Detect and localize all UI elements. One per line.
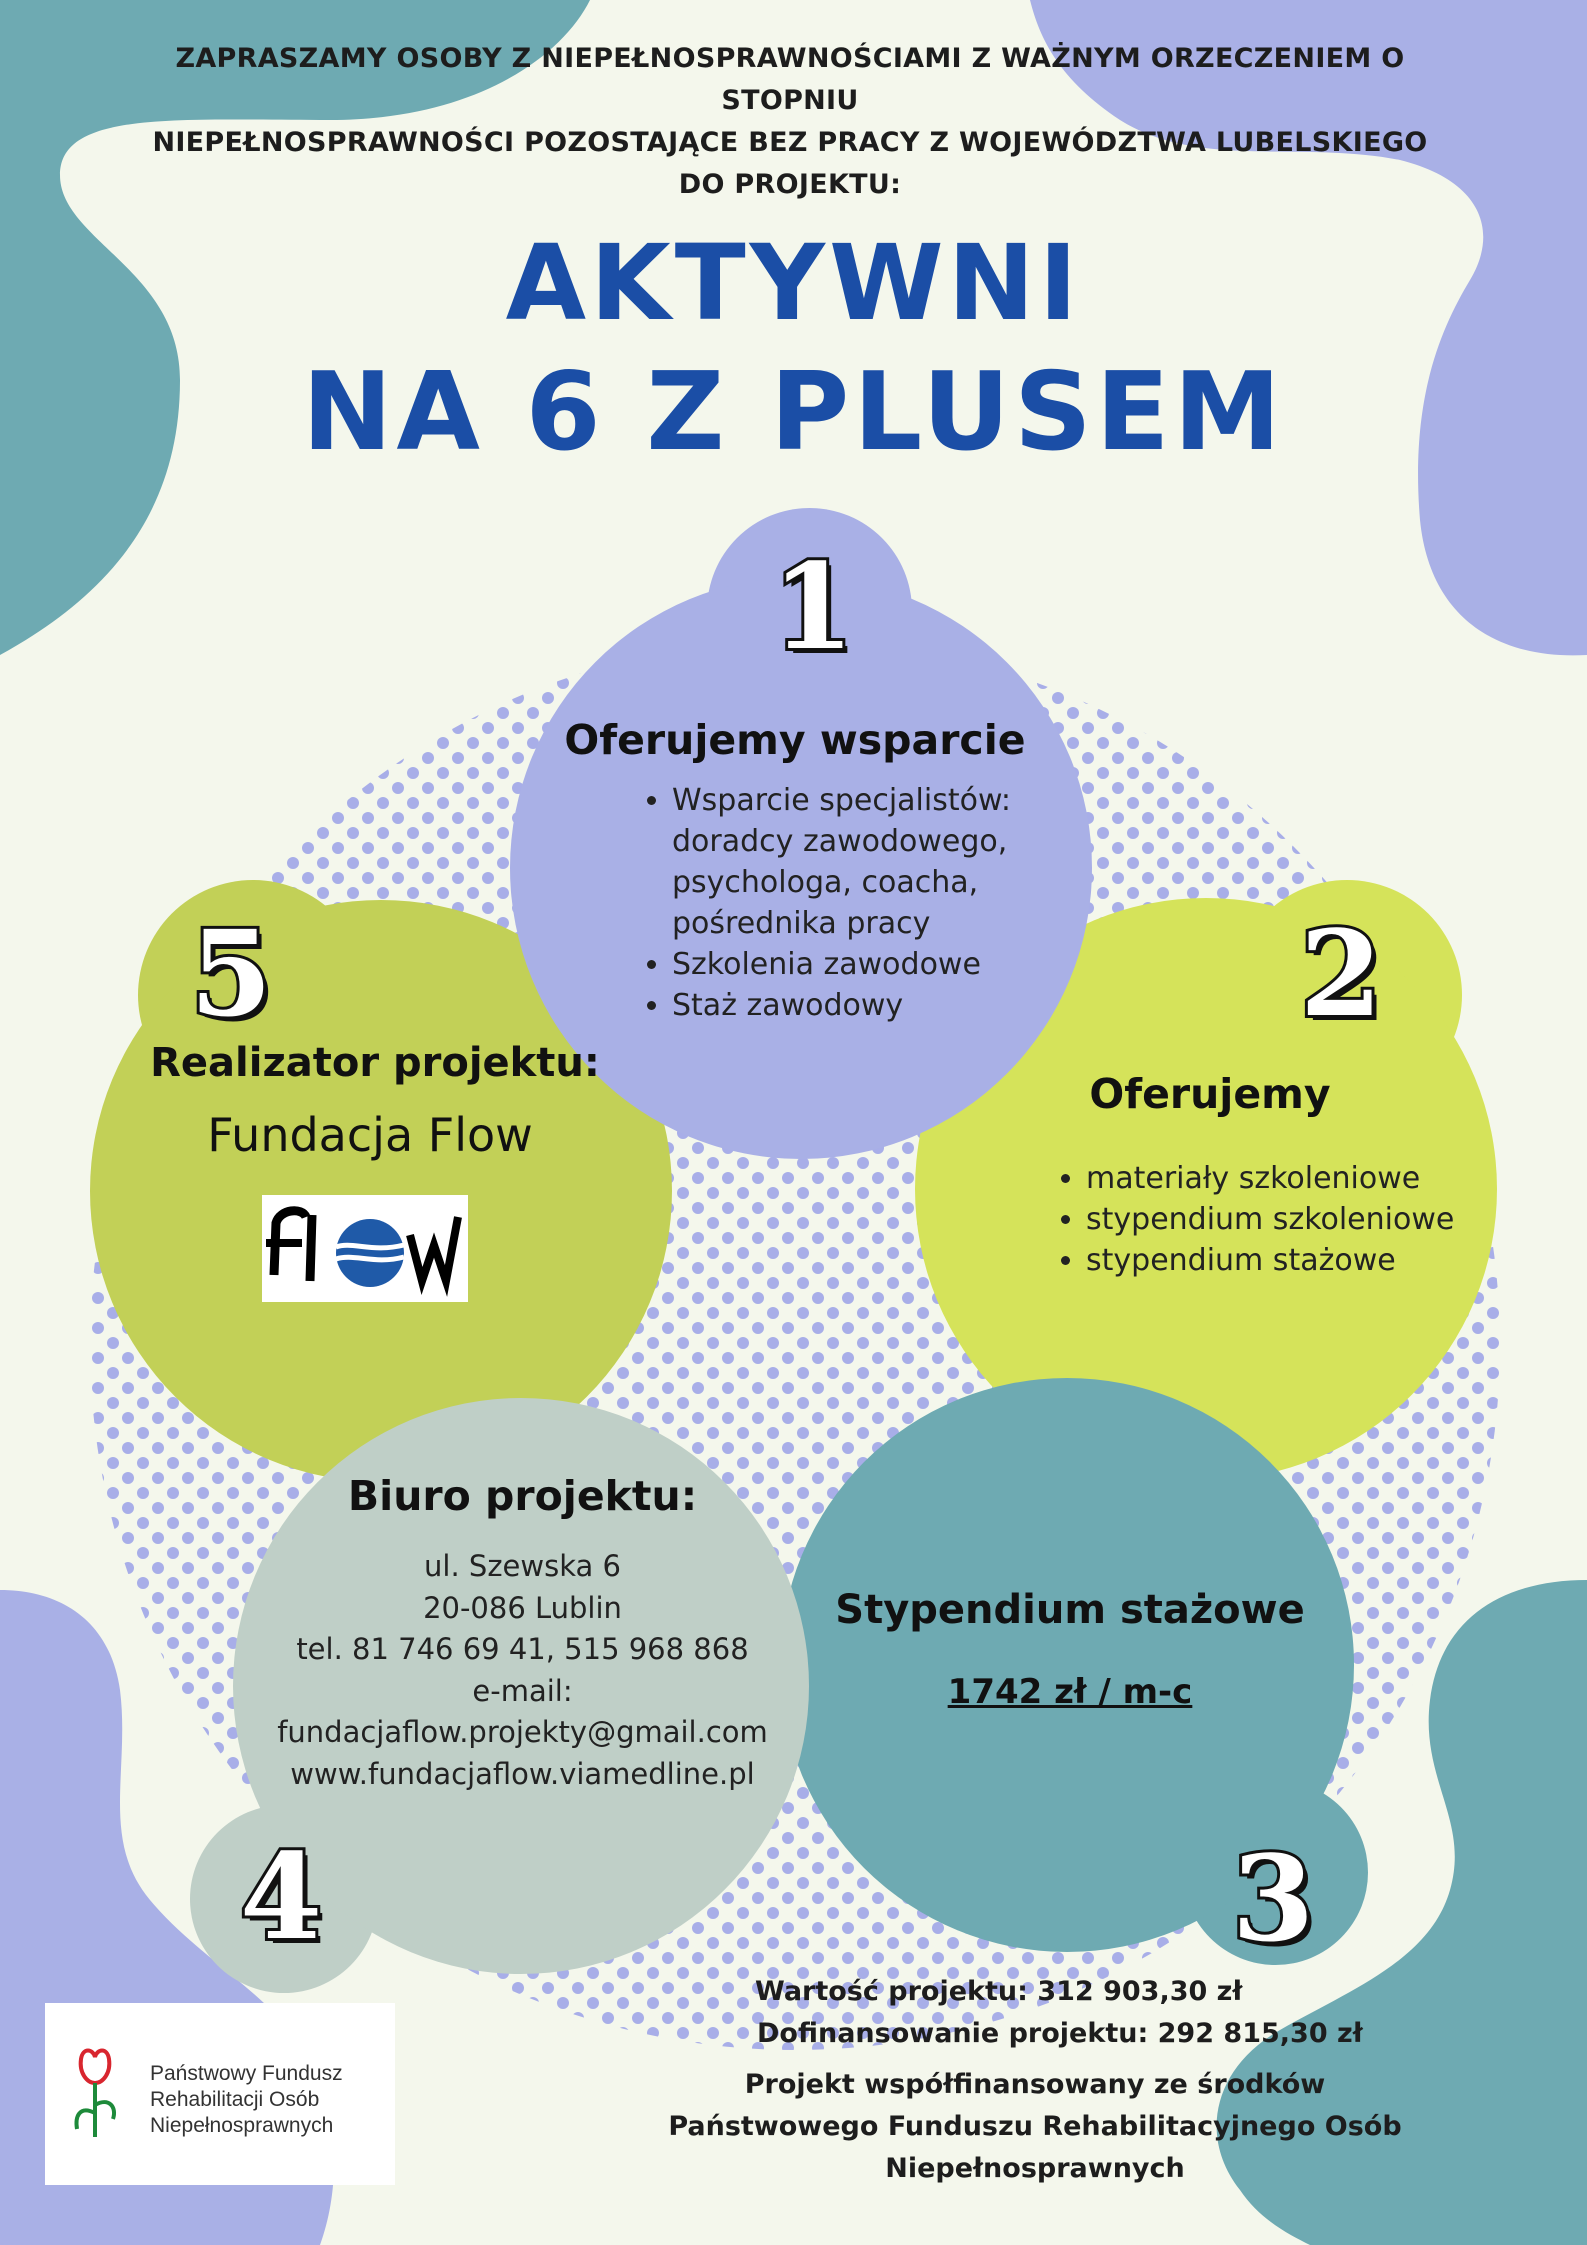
number-4: 4 xyxy=(240,1827,323,1966)
office-address-street: ul. Szewska 6 xyxy=(424,1549,621,1583)
number-3: 3 xyxy=(1232,1829,1315,1968)
circle-1-item: • Staż zawodowy xyxy=(672,985,1072,1026)
office-address-city: 20-086 Lublin xyxy=(423,1590,622,1625)
number-1: 1 xyxy=(772,537,855,676)
title-line-2: NA 6 Z PLUSEM xyxy=(301,350,1286,475)
circle-1-heading: Oferujemy wsparcie xyxy=(564,716,1026,764)
project-value: Wartość projektu: 312 903,30 zł xyxy=(755,1976,1243,2007)
cofinancing-note-line-2: Państwowego Funduszu Rehabilitacyjnego Osób xyxy=(668,2111,1402,2142)
project-cofinancing: Dofinansowanie projektu: 292 815,30 zł xyxy=(757,2018,1363,2049)
circle-1-item: • Szkolenia zawodowe xyxy=(672,944,1072,985)
number-5: 5 xyxy=(190,904,273,1043)
circle-2-heading: Oferujemy xyxy=(1089,1070,1331,1118)
flow-logo-graphic xyxy=(262,1195,468,1302)
circle-2-item: • materiały szkoleniowe xyxy=(1086,1158,1506,1199)
cofinancing-note-line-3: Niepełnosprawnych xyxy=(885,2153,1185,2184)
circle-1-item: • Wsparcie specjalistów: doradcy zawodowego, psychologa, coacha, pośrednika pracy xyxy=(672,780,1072,944)
circle-2-list xyxy=(1056,1158,1506,1281)
pfron-logo-line-3: Niepełnosprawnych xyxy=(150,2114,334,2137)
intro-line-2: NIEPEŁNOSPRAWNOŚCI POZOSTAJĄCE BEZ PRACY Z WOJEWÓDZTWA LUBELSKIEGO xyxy=(152,127,1428,158)
circle-1-list xyxy=(642,780,1072,1026)
office-email-link[interactable]: fundacjaflow.projekty@gmail.com xyxy=(277,1715,768,1749)
office-email-label: e-mail: xyxy=(472,1673,573,1708)
number-2: 2 xyxy=(1300,904,1383,1043)
office-website-link[interactable]: www.fundacjaflow.viamedline.pl xyxy=(290,1756,755,1791)
pfron-logo-line-2: Rehabilitacji Osób xyxy=(150,2088,320,2111)
circle-2-item: • stypendium szkoleniowe xyxy=(1086,1199,1506,1240)
cofinancing-note xyxy=(650,2064,1420,2190)
cofinancing-note-line-1: Projekt współfinansowany ze środków xyxy=(744,2069,1326,2100)
circle-5-heading: Realizator projektu: xyxy=(150,1040,600,1086)
stipend-amount: 1742 zł / m-c xyxy=(947,1672,1193,1712)
circle-2-item: • stypendium stażowe xyxy=(1086,1240,1506,1281)
pfron-logo xyxy=(45,2003,395,2185)
office-phone: tel. 81 746 69 41, 515 968 868 xyxy=(296,1632,749,1666)
intro-text xyxy=(120,38,1460,206)
title-line-1: AKTYWNI xyxy=(505,222,1082,344)
pfron-logo-line-1: Państwowy Fundusz xyxy=(150,2062,343,2085)
flow-logo xyxy=(262,1195,468,1302)
organization-name: Fundacja Flow xyxy=(207,1108,533,1162)
office-details xyxy=(250,1546,795,1795)
intro-line-3: DO PROJEKTU: xyxy=(678,169,902,200)
intro-line-1: ZAPRASZAMY OSOBY Z NIEPEŁNOSPRAWNOŚCIAMI Z WAŻNYM ORZECZENIEM O STOPNIU xyxy=(175,43,1405,116)
tulip-icon xyxy=(69,2045,133,2155)
circle-3-heading: Stypendium stażowe xyxy=(835,1587,1305,1633)
circle-4-heading: Biuro projektu: xyxy=(347,1472,698,1520)
